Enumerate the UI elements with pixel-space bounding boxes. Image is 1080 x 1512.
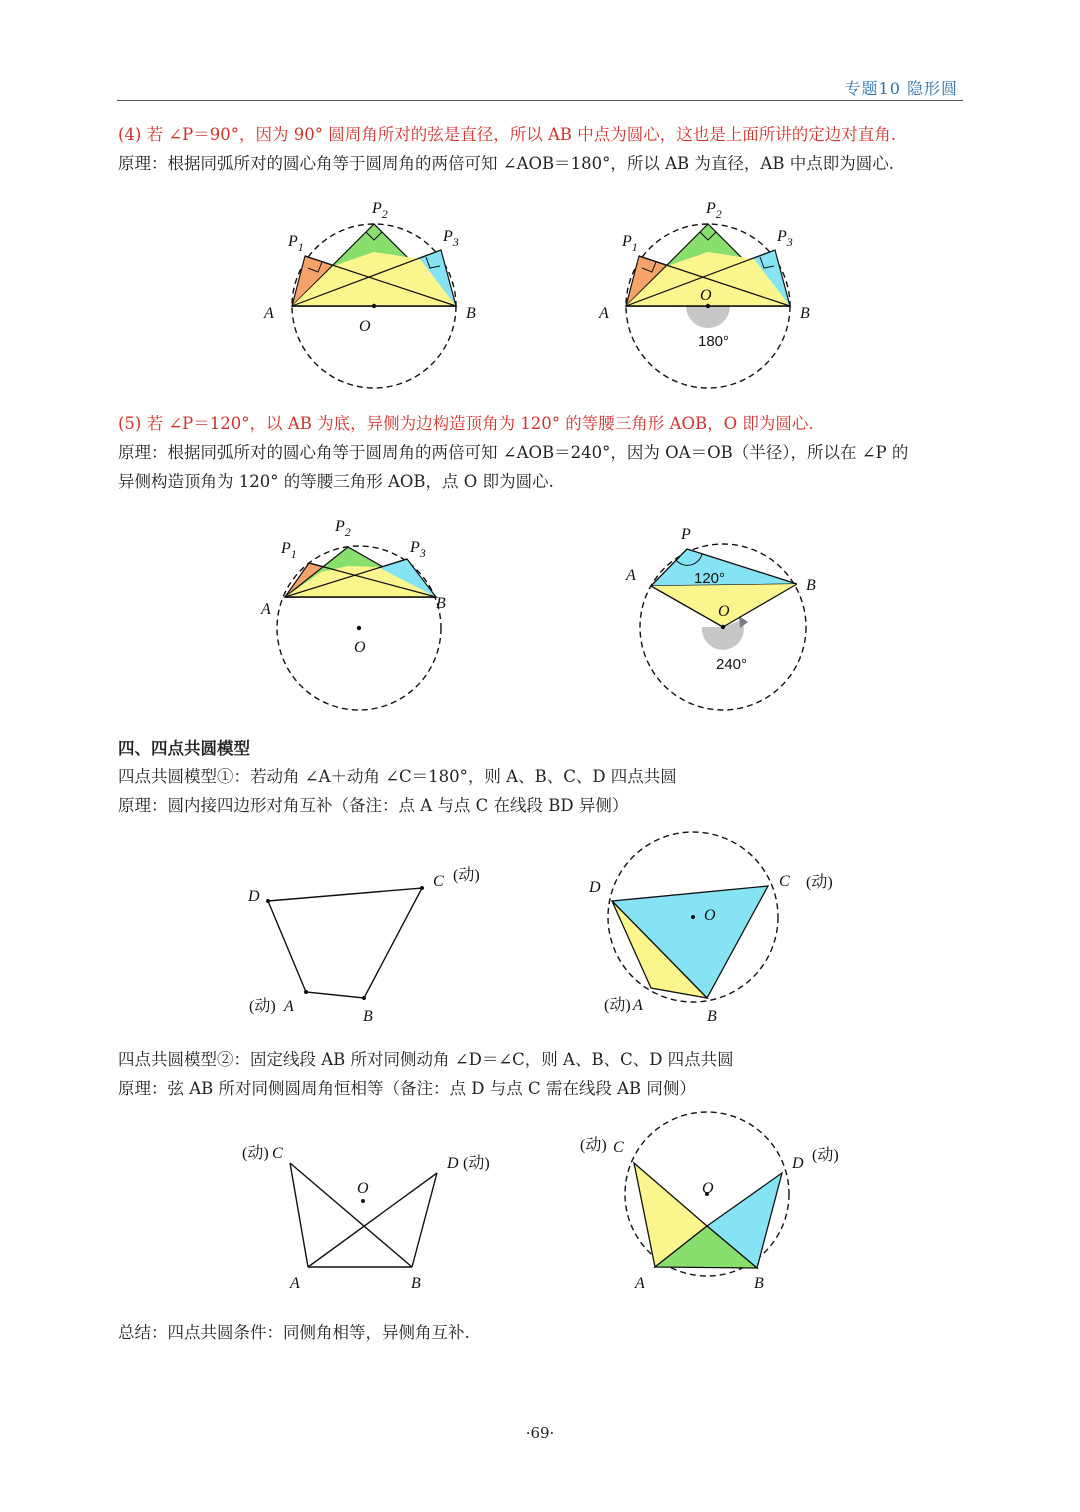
label-dyn-C: (动) bbox=[242, 1145, 269, 1162]
header-rule bbox=[117, 100, 963, 101]
label-B: B bbox=[363, 1008, 373, 1025]
summary: 总结：四点共圆条件：同侧角相等，异侧角互补. bbox=[118, 1323, 470, 1342]
label-O: O bbox=[357, 1180, 369, 1197]
label-A: A bbox=[635, 1275, 645, 1292]
label-dyn-C: (动) bbox=[453, 867, 480, 884]
label-A: A bbox=[290, 1275, 300, 1292]
label-P1: $P_1$ bbox=[288, 233, 304, 254]
figure-model2-left bbox=[235, 1135, 505, 1295]
label-B: B bbox=[436, 595, 446, 612]
label-C: C bbox=[613, 1139, 624, 1156]
label-A: A bbox=[261, 601, 271, 618]
label-D: D bbox=[792, 1155, 804, 1172]
label-A: A bbox=[284, 998, 294, 1015]
label-O: O bbox=[704, 907, 716, 924]
figure-model2-right bbox=[575, 1120, 850, 1295]
label-O: O bbox=[702, 1180, 714, 1197]
model1-statement: 四点共圆模型①：若动角 ∠A＋动角 ∠C＝180°，则 A、B、C、D 四点共圆 bbox=[118, 767, 677, 786]
quadrilateral-ABCD bbox=[268, 888, 422, 998]
label-P: P bbox=[681, 526, 691, 543]
label-P3: $P_3$ bbox=[410, 539, 426, 560]
label-O: O bbox=[700, 287, 712, 304]
label-P2: $P_2$ bbox=[335, 518, 351, 539]
label-P2: $P_2$ bbox=[706, 200, 722, 221]
section5-principle-1: 原理：根据同弧所对的圆心角等于圆周角的两倍可知 ∠AOB＝240°，因为 OA＝OB（半径），所以在 ∠P 的 bbox=[118, 443, 909, 462]
model2-principle: 原理：弦 AB 所对同侧圆周角恒相等（备注：点 D 与点 C 需在线段 AB 同侧） bbox=[118, 1079, 696, 1098]
label-D: D bbox=[447, 1155, 459, 1172]
label-A: A bbox=[264, 305, 274, 322]
running-header: 专题10 隐形圆 bbox=[844, 79, 958, 98]
model1-principle: 原理：圆内接四边形对角互补（备注：点 A 与点 C 在线段 BD 异侧） bbox=[118, 796, 629, 815]
model2-statement: 四点共圆模型②：固定线段 AB 所对同侧动角 ∠D＝∠C，则 A、B、C、D 四点共圆 bbox=[118, 1050, 734, 1069]
label-D: D bbox=[589, 879, 601, 896]
label-B: B bbox=[707, 1008, 717, 1025]
figure-model1-right bbox=[585, 830, 845, 1030]
figure-5-right bbox=[600, 515, 830, 720]
angle-180-sector bbox=[686, 306, 730, 328]
label-120: 120° bbox=[694, 570, 726, 587]
label-240: 240° bbox=[716, 656, 748, 673]
label-dyn-A: (动) bbox=[249, 998, 276, 1015]
label-P3: $P_3$ bbox=[777, 228, 793, 249]
label-C: C bbox=[433, 873, 444, 890]
label-B: B bbox=[411, 1275, 421, 1292]
label-P3: $P_3$ bbox=[443, 228, 459, 249]
section5-title: (5) 若 ∠P＝120°，以 AB 为底，异侧为边构造顶角为 120° 的等腰三角形 AOB，O 即为圆心. bbox=[118, 414, 814, 433]
label-D: D bbox=[248, 888, 260, 905]
label-A: A bbox=[626, 567, 636, 584]
label-dyn-C: (动) bbox=[806, 874, 833, 891]
label-C: C bbox=[272, 1145, 283, 1162]
section4-title: (4) 若 ∠P＝90°，因为 90° 圆周角所对的弦是直径，所以 AB 中点为圆心，这也是上面所讲的定边对直角. bbox=[118, 125, 897, 144]
label-P1: $P_1$ bbox=[622, 233, 638, 254]
label-B: B bbox=[754, 1275, 764, 1292]
label-dyn-D: (动) bbox=[812, 1147, 839, 1164]
section5-principle-2: 异侧构造顶角为 120° 的等腰三角形 AOB，点 O 即为圆心. bbox=[118, 472, 554, 491]
figure-model1-left bbox=[240, 860, 500, 1025]
label-C: C bbox=[779, 873, 790, 890]
label-B: B bbox=[466, 305, 476, 322]
figure-4-right bbox=[590, 190, 820, 400]
label-P1: $P_1$ bbox=[281, 540, 297, 561]
label-P2: $P_2$ bbox=[372, 200, 388, 221]
figure-4-left bbox=[230, 190, 476, 400]
label-O: O bbox=[718, 603, 730, 620]
page-number: ·69· bbox=[525, 1424, 555, 1442]
section-four-heading: 四、四点共圆模型 bbox=[118, 739, 250, 758]
label-B: B bbox=[806, 577, 816, 594]
label-dyn-C: (动) bbox=[580, 1137, 607, 1154]
label-A: A bbox=[633, 997, 643, 1014]
label-dyn-A: (动) bbox=[604, 997, 631, 1014]
label-O: O bbox=[354, 639, 366, 656]
label-O: O bbox=[359, 318, 371, 335]
label-dyn-D: (动) bbox=[463, 1155, 490, 1172]
label-A: A bbox=[599, 305, 609, 322]
label-180: 180° bbox=[698, 333, 730, 350]
figure-5-left bbox=[240, 505, 460, 720]
label-B: B bbox=[800, 305, 810, 322]
section4-principle: 原理：根据同弧所对的圆心角等于圆周角的两倍可知 ∠AOB＝180°，所以 AB 为直径，AB 中点即为圆心. bbox=[118, 154, 894, 173]
